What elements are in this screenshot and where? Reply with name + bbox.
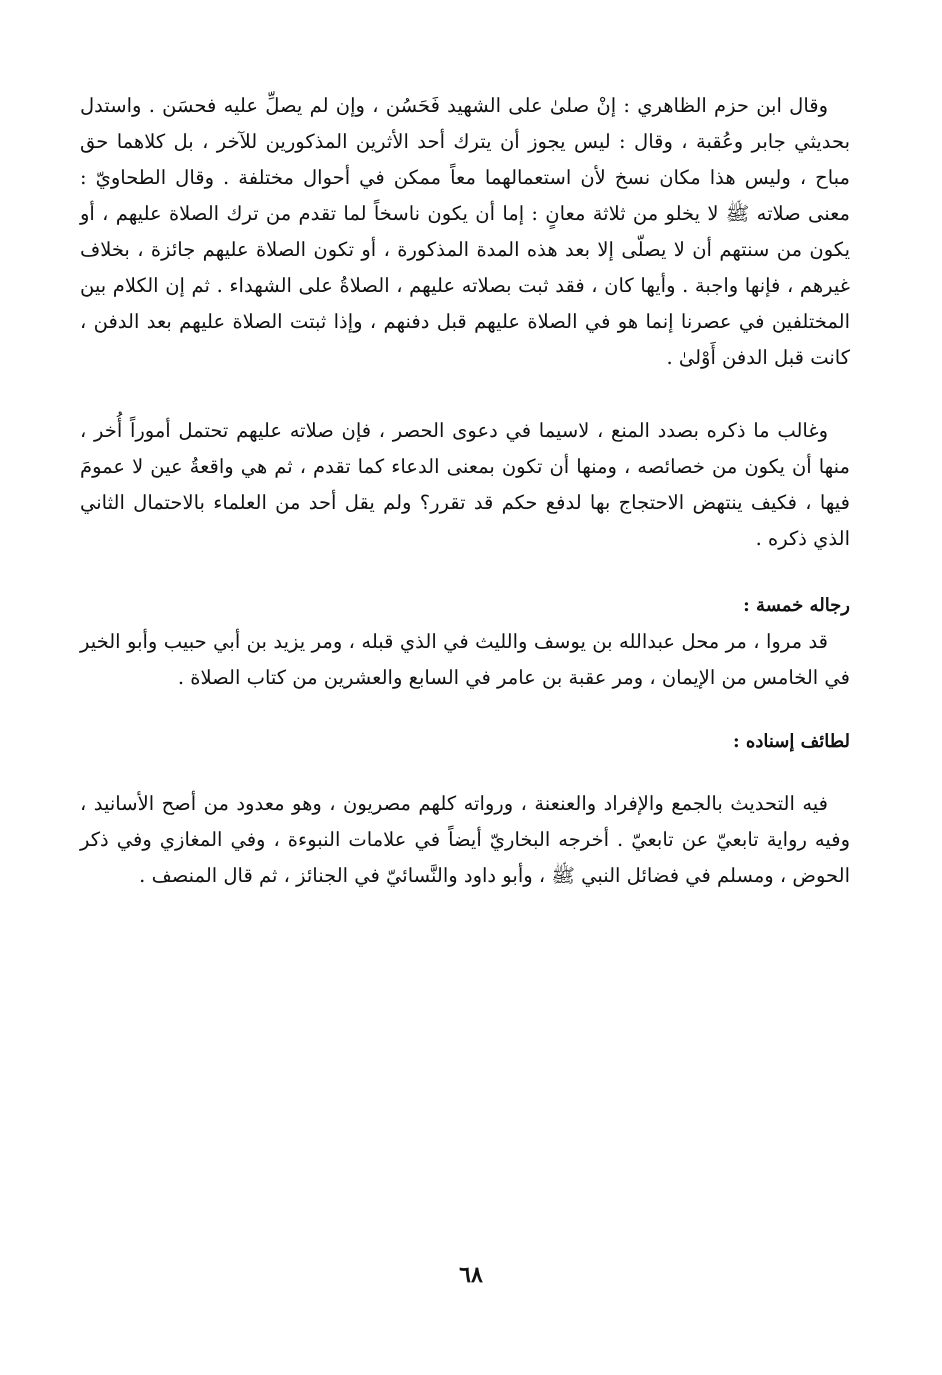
paragraph-isnad (80, 786, 850, 894)
paragraph-text: وغالب ما ذكره بصدد المنع ، لاسيما في دعوى الحصر ، فإن صلاته عليهم تحتمل أموراً أُخر ، منها أن يكون من خصائصه ، ومنها أن تكون بمعنى الدعاء كما تقدم ، ثم هي واقعةُ عين لا عمومَ فيها ، فكيف ينتهض الاحتجاج بها لدفع حكم قد تقرر؟ ولم يقل أحد من العلماء بالاحتمال الثاني الذي ذكره . (80, 419, 850, 550)
page-number: ٦٨ (459, 1262, 483, 1288)
paragraph-narrators (80, 624, 850, 696)
paragraph-text: وقال ابن حزم الظاهري : إنْ صلىٰ على الشهيد فَحَسُن ، وإن لم يصلِّ عليه فحسَن . واستدل بحديثي جابر وعُقبة ، وقال : ليس يجوز أن يترك أحد الأثرين المذكورين للآخر ، بل كلاهما حق مباح ، وليس هذا مكان نسخ لأن استعمالهما معاً ممكن في أحوال مختلفة . وقال الطحاويّ : معنى صلاته ﷺ لا يخلو من ثلاثة معانٍ : إما أن يكون ناسخاً لما تقدم من ترك الصلاة عليهم ، أو يكون من سنتهم أن لا يصلّى إلا بعد هذه المدة المذكورة ، أو تكون الصلاة عليهم جائزة ، بخلاف غيرهم ، فإنها واجبة . وأيها كان ، فقد ثبت بصلاته عليهم ، الصلاةُ على الشهداء . ثم إن الكلام بين المختلفين في عصرنا إنما هو في الصلاة عليهم قبل دفنهم ، وإذا ثبتت الصلاة عليهم بعد الدفن ، كانت قبل الدفن أَوْلىٰ . (80, 94, 850, 369)
paragraph-response (80, 413, 850, 557)
heading-text: رجاله خمسة : (743, 595, 850, 616)
paragraph-ibn-hazm (80, 88, 850, 376)
section-heading-narrators (80, 588, 850, 624)
heading-text: لطائف إسناده : (733, 731, 850, 752)
paragraph-text: قد مروا ، مر محل عبدالله بن يوسف والليث في الذي قبله ، ومر يزيد بن أبي حبيب وأبو الخير في الخامس من الإيمان ، ومر عقبة بن عامر في السابع والعشرين من كتاب الصلاة . (80, 630, 850, 689)
paragraph-text: فيه التحديث بالجمع والإفراد والعنعنة ، ورواته كلهم مصريون ، وهو معدود من أصح الأسانيد ، وفيه رواية تابعيّ عن تابعيّ . أخرجه البخاريّ أيضاً في علامات النبوءة ، وفي المغازي وفي ذكر الحوض ، ومسلم في فضائل النبي ﷺ ، وأبو داود والنَّسائيّ في الجنائز ، ثم قال المنصف . (80, 792, 850, 887)
section-heading-isnad (80, 724, 850, 760)
